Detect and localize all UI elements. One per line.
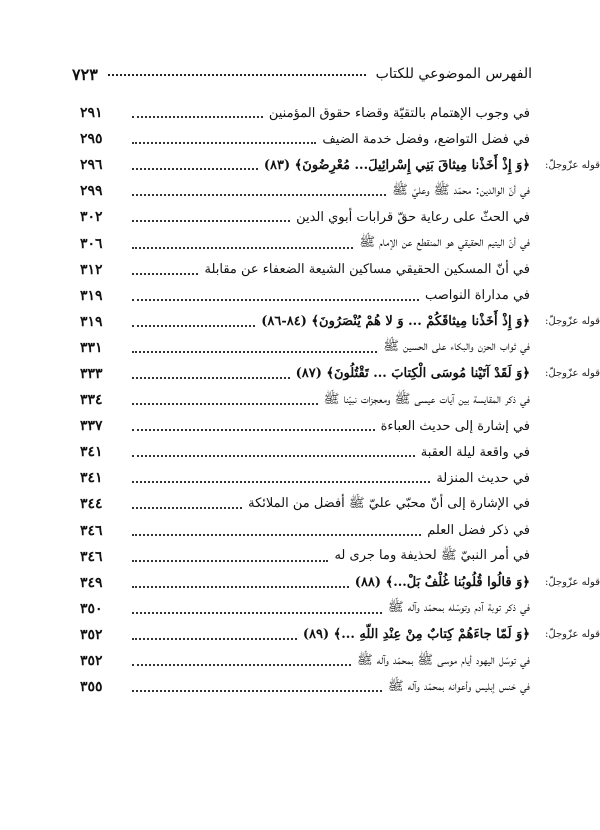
verse-label: قوله عزّوجلّ: — [545, 159, 600, 171]
entry-page-number: ٣١٢ — [80, 261, 103, 278]
verse-label: قوله عزّوجلّ: — [545, 629, 600, 641]
entry-page-number: ٣٥٢ — [80, 626, 103, 643]
entry-page-number: ٣٣٧ — [80, 418, 103, 435]
dot-leader — [132, 690, 382, 692]
toc-entry — [80, 439, 530, 465]
entry-title: في الإشارة إلى أنّ محبّي عليّ ﷺ أفضل من الملائكة — [248, 495, 530, 511]
toc-entry — [80, 518, 530, 544]
entry-title: في وجوب الإهتمام بالتقيّة وقضاء حقوق المؤمنين — [268, 105, 530, 121]
entry-title: ﴿وَ لَمّا جاءَهُمْ كِتابٌ مِنْ عِنْدِ اللّهِ ...﴾ (٨٩) — [302, 627, 530, 643]
entry-title: في حديث المنزلة — [436, 470, 530, 486]
entry-page-number: ٢٩١ — [80, 105, 103, 122]
toc-entry — [80, 570, 600, 596]
entry-page-number: ٣٣٣ — [80, 365, 103, 382]
toc-entry — [80, 491, 530, 517]
dot-leader — [132, 455, 415, 457]
entry-title: في أنّ المسكين الحقيقي مساكين الشيعة الضعفاء عن مقابلة — [204, 262, 530, 278]
entry-page-number: ٣٥٥ — [80, 679, 103, 696]
entry-title: ﴿وَ إِذْ أَخَذْنا مِيثاقَ بَنِي إِسْرائِيلَ... مُعْرِضُونَ﴾ (٨٣) — [263, 157, 530, 173]
entry-page-number: ٣٤٦ — [80, 522, 103, 539]
entry-page-number: ٣٤١ — [80, 444, 103, 461]
toc-entry — [80, 387, 530, 413]
dot-leader — [132, 377, 290, 379]
toc-entry — [80, 230, 530, 256]
entry-page-number: ٣١٩ — [80, 313, 103, 330]
header-rule — [108, 74, 366, 76]
dot-leader — [132, 481, 430, 483]
verse-label: قوله عزّوجلّ: — [545, 316, 600, 328]
verse-label: قوله عزّوجلّ: — [545, 577, 600, 589]
page-header — [72, 62, 532, 86]
toc-entry — [80, 309, 600, 335]
toc-entry — [80, 361, 600, 387]
entry-page-number: ٣٣١ — [80, 339, 103, 356]
entry-title: في ذكر توبة آدم وتوسّله بمحمّد وآله ﷺ — [387, 600, 530, 616]
toc-entry — [80, 544, 530, 570]
dot-leader — [132, 429, 375, 431]
verse-label: قوله عزّوجلّ: — [545, 368, 600, 380]
toc-entry — [80, 283, 530, 309]
dot-leader — [132, 247, 353, 249]
toc-entry — [80, 648, 530, 674]
entry-title: في خنس إبليس وأعوانه بمحمّد وآله ﷺ — [387, 678, 530, 694]
entry-page-number: ٣٥٠ — [80, 600, 103, 617]
dot-leader — [132, 586, 349, 588]
entry-title: في ذكر المقايسة بين آيات عيسى ﷺ ومعجزات نبيّنا ﷺ — [323, 391, 530, 407]
dot-leader — [132, 194, 386, 196]
entry-title: في فضل التواضع، وفضل خدمة الضيف — [322, 131, 530, 147]
entry-title: في ذكر فضل العلم — [427, 523, 530, 539]
page-number: ٧٢٣ — [72, 64, 98, 84]
dot-leader — [132, 507, 242, 509]
dot-leader — [132, 142, 316, 144]
entry-title: ﴿وَ إِذْ أَخَذْنا مِيثاقَكُمْ ... وَ لا هُمْ يُنْصَرُونَ﴾ (٨٤-٨٦) — [261, 314, 530, 330]
toc-entry — [80, 257, 530, 283]
toc-entry — [80, 178, 530, 204]
table-of-contents — [80, 100, 600, 700]
entry-page-number: ٣٥٢ — [80, 653, 103, 670]
entry-page-number: ٢٩٩ — [80, 183, 103, 200]
toc-entry — [80, 204, 530, 230]
entry-title: في الحثّ على رعاية حقّ قرابات أبوي الدين — [296, 209, 530, 225]
entry-page-number: ٢٩٥ — [80, 131, 103, 148]
entry-title: في مداراة النواصب — [424, 288, 530, 304]
toc-entry — [80, 152, 600, 178]
entry-title: ﴿وَ قالُوا قُلُوبُنا غُلْفٌ بَلْ...﴾ (٨٨) — [354, 575, 530, 591]
entry-title: في توسّل اليهود أيام موسى ﷺ بمحمّد وآله ﷺ — [356, 652, 530, 668]
toc-entry — [80, 465, 530, 491]
toc-entry — [80, 126, 530, 152]
toc-entry — [80, 413, 530, 439]
dot-leader — [132, 351, 377, 353]
entry-page-number: ٣٠٢ — [80, 209, 103, 226]
entry-title: في ثواب الحزن والبكاء على الحسين ﷺ — [383, 339, 530, 355]
entry-page-number: ٣٤٤ — [80, 496, 103, 513]
toc-entry — [80, 335, 530, 361]
dot-leader — [132, 534, 421, 536]
entry-title: في أنّ اليتيم الحقيقي هو المنقطع عن الإمام ﷺ — [359, 235, 530, 251]
dot-leader — [132, 560, 328, 562]
dot-leader — [132, 612, 382, 614]
entry-title: في واقعة ليلة العقبة — [420, 444, 530, 460]
dot-leader — [132, 168, 258, 170]
entry-title: في أمر النبيّ ﷺ لحذيفة وما جرى له — [334, 548, 530, 564]
entry-title: ﴿وَ لَقَدْ آتَيْنا مُوسَى الْكِتابَ ... تَقْتُلُونَ﴾ (٨٧) — [295, 366, 530, 382]
entry-page-number: ٣٣٤ — [80, 392, 103, 409]
entry-page-number: ٣٤٩ — [80, 574, 103, 591]
entry-page-number: ٢٩٦ — [80, 157, 103, 174]
entry-page-number: ٣٠٦ — [80, 235, 103, 252]
dot-leader — [132, 403, 318, 405]
dot-leader — [132, 116, 263, 118]
dot-leader — [132, 664, 351, 666]
entry-page-number: ٣٤٦ — [80, 548, 103, 565]
toc-entry — [80, 622, 600, 648]
entry-page-number: ٣٤١ — [80, 470, 103, 487]
toc-entry — [80, 100, 530, 126]
toc-entry — [80, 674, 530, 700]
dot-leader — [132, 325, 255, 327]
dot-leader — [132, 220, 290, 222]
dot-leader — [132, 638, 297, 640]
entry-title: في أنّ الوالدين: محمّد ﷺ وعليّ ﷺ — [392, 182, 530, 198]
toc-entry — [80, 596, 530, 622]
entry-page-number: ٣١٩ — [80, 287, 103, 304]
running-title: الفهرس الموضوعي للكتاب — [375, 66, 532, 82]
entry-title: في إشارة إلى حديث العباءة — [380, 418, 530, 434]
dot-leader — [132, 273, 198, 275]
dot-leader — [132, 299, 419, 301]
